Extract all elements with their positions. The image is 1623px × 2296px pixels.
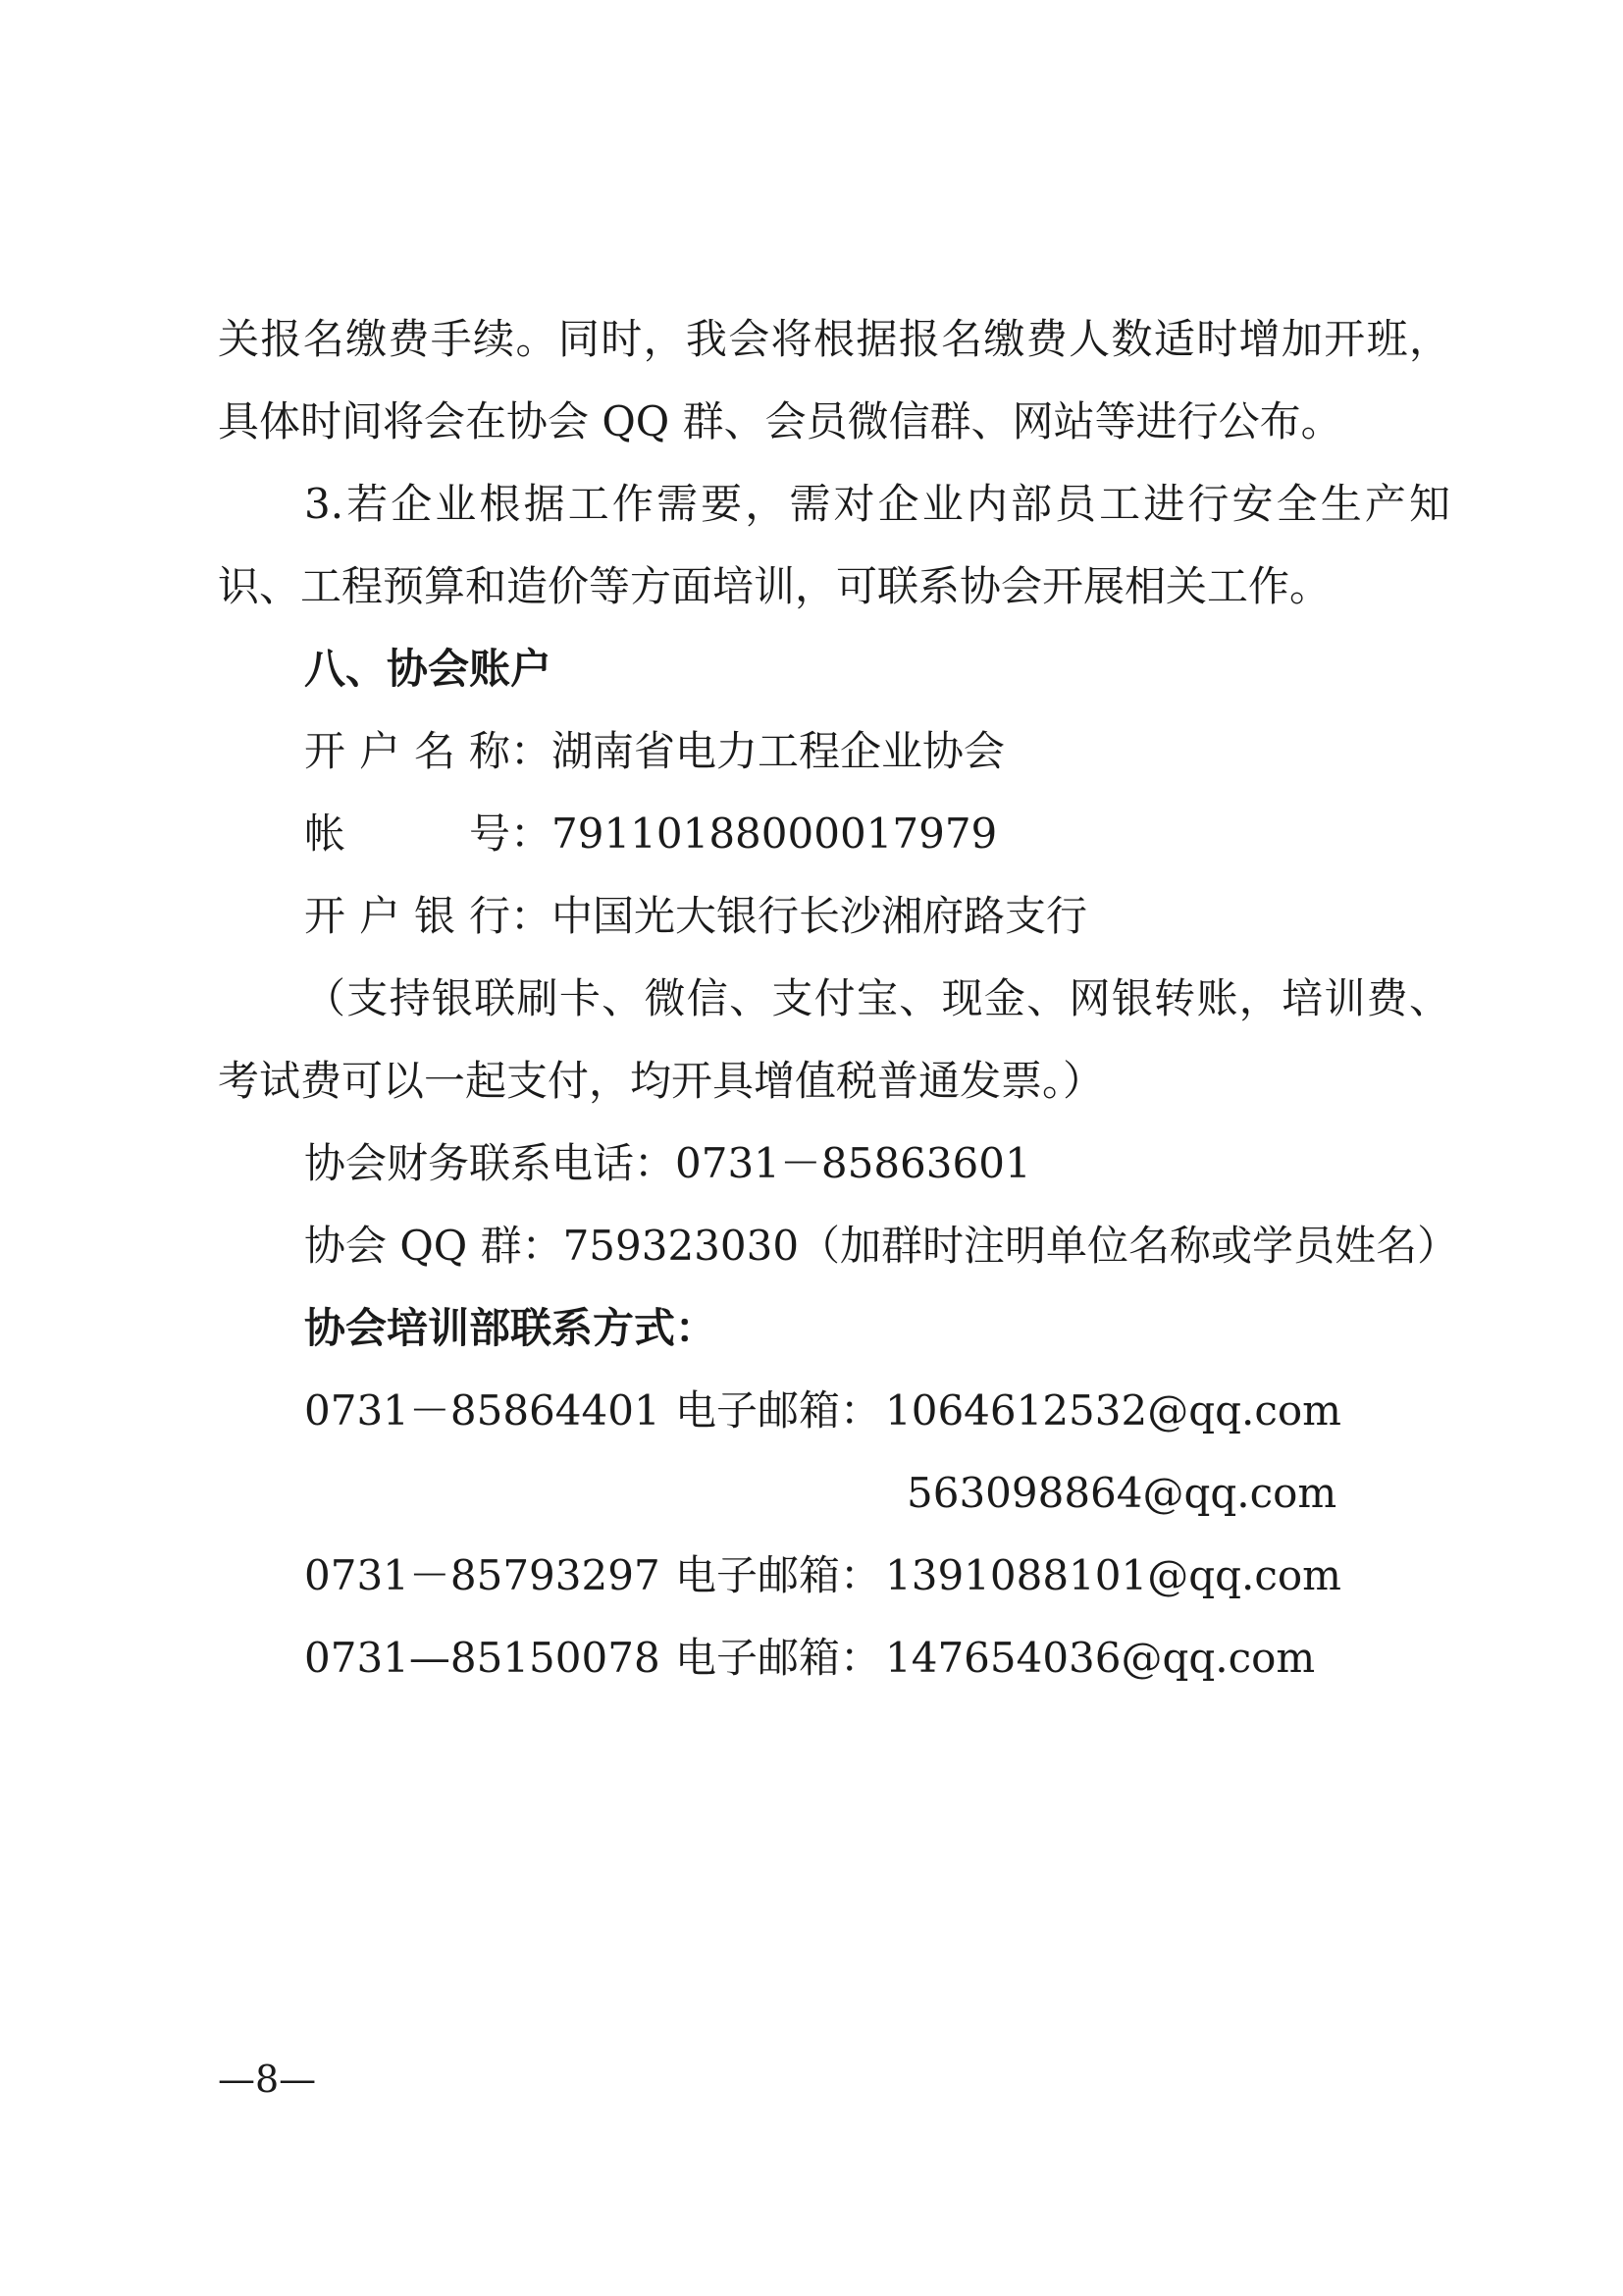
account-name-label: 开户名称 — [304, 727, 510, 775]
payment-note-line-1: （支持银联刷卡、微信、支付宝、现金、网银转账，培训费、 — [304, 974, 1450, 1022]
contact-phone: 0731－85793297 — [304, 1551, 660, 1599]
paragraph-training-line-1: 3.若企业根据工作需要，需对企业内部员工进行安全生产知 — [304, 480, 1450, 528]
contact-email: 1064612532@qq.com — [885, 1386, 1341, 1435]
account-name-value: ：湖南省电力工程企业协会 — [510, 727, 1006, 775]
payment-note-line-2: 考试费可以一起支付，均开具增值税普通发票。） — [218, 1057, 1105, 1105]
page-number: —8— — [218, 2058, 317, 2101]
account-bank-value: ：中国光大银行长沙湘府路支行 — [510, 892, 1088, 940]
contact-email: 1391088101@qq.com — [885, 1551, 1341, 1599]
contact-email: 563098864@qq.com — [907, 1469, 1337, 1517]
section-heading-account: 八、协会账户 — [304, 645, 552, 693]
account-name-row — [304, 724, 1005, 779]
account-number-label: 帐号 — [304, 809, 510, 858]
account-number-value: ：79110188000017979 — [510, 809, 998, 858]
contact-email-label: 电子邮箱： — [675, 1551, 882, 1599]
contact-phone: 0731—85150078 — [304, 1634, 660, 1682]
finance-phone: 协会财务联系电话：0731－85863601 — [304, 1139, 1031, 1187]
contact-email-label: 电子邮箱： — [675, 1634, 882, 1682]
account-number-row — [304, 807, 997, 861]
contact-phone: 0731－85864401 — [304, 1386, 660, 1435]
training-dept-heading: 协会培训部联系方式： — [304, 1304, 717, 1352]
account-bank-row — [304, 889, 1087, 944]
contact-email-label: 电子邮箱： — [675, 1386, 882, 1435]
contact-email: 147654036@qq.com — [885, 1634, 1316, 1682]
account-bank-label: 开户银行 — [304, 892, 510, 940]
qq-group: 协会 QQ 群：759323030（加群时注明单位名称或学员姓名） — [304, 1222, 1459, 1270]
paragraph-registration-line-1: 关报名缴费手续。同时，我会将根据报名缴费人数适时增加开班， — [218, 315, 1450, 363]
paragraph-training-line-2: 识、工程预算和造价等方面培训，可联系协会开展相关工作。 — [218, 562, 1332, 610]
paragraph-registration-line-2: 具体时间将会在协会 QQ 群、会员微信群、网站等进行公布。 — [218, 397, 1342, 445]
